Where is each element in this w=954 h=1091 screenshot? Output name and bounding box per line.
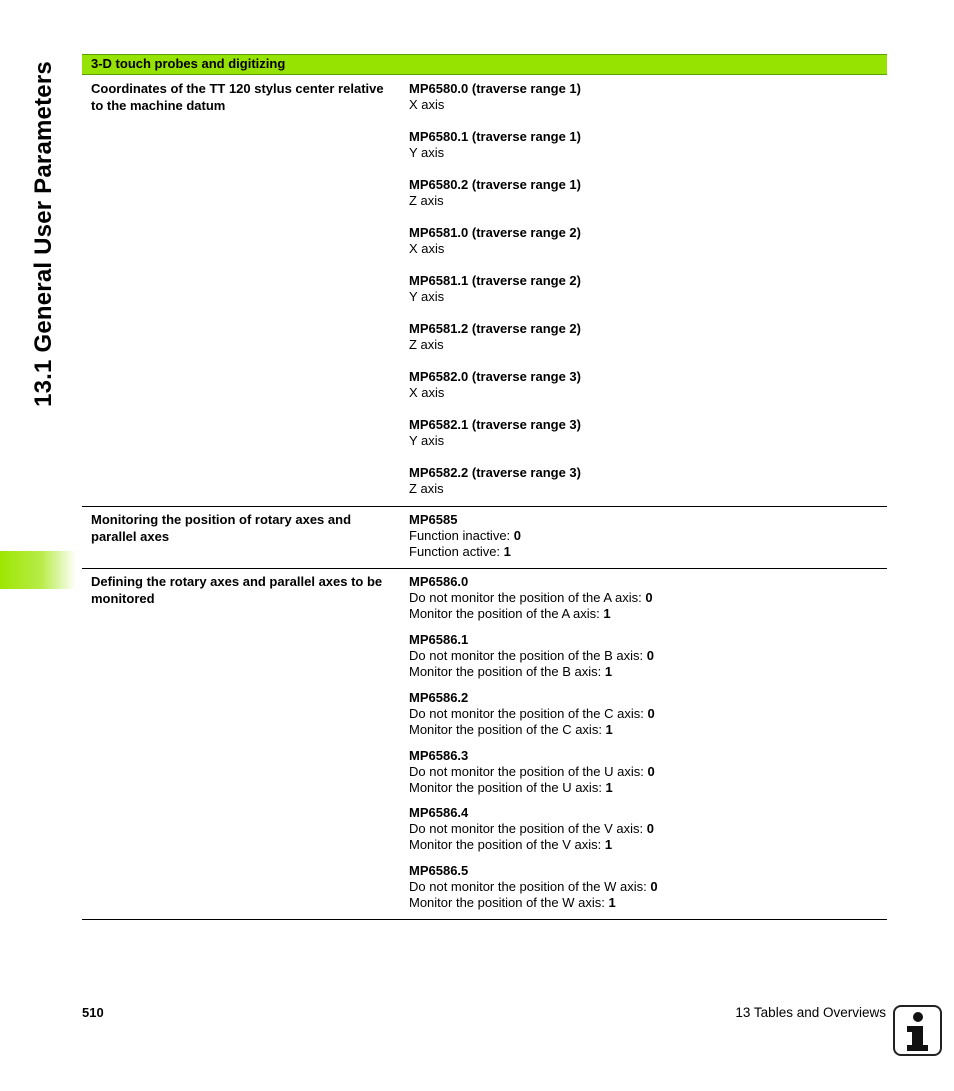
param-code: MP6586.0	[409, 574, 469, 589]
param-entry	[409, 321, 581, 353]
row-divider	[82, 506, 887, 507]
row-divider	[82, 919, 887, 920]
param-entry	[409, 177, 581, 209]
param-code: MP6586.4	[409, 805, 469, 820]
param-code: MP6580.1 (traverse range 1)	[409, 129, 581, 144]
info-glyph	[895, 1007, 940, 1054]
param-line: Function active: 1	[409, 544, 511, 559]
param-code: MP6586.1	[409, 632, 469, 647]
param-entry	[409, 574, 653, 622]
info-icon[interactable]	[893, 1005, 942, 1056]
param-code: MP6580.2 (traverse range 1)	[409, 177, 581, 192]
param-code: MP6585	[409, 512, 458, 527]
param-line: Do not monitor the position of the B axis: 0	[409, 648, 654, 663]
param-entry	[409, 690, 655, 738]
param-code: MP6586.5	[409, 863, 469, 878]
chapter-side-title	[24, 55, 64, 413]
param-entry	[409, 81, 581, 113]
param-desc: Y axis	[409, 289, 445, 304]
param-entry	[409, 225, 581, 257]
param-entry	[409, 632, 654, 680]
param-line: Monitor the position of the B axis: 1	[409, 664, 613, 679]
chapter-tab-marker	[0, 551, 76, 589]
chapter-footer: 13 Tables and Overviews	[735, 1005, 886, 1020]
param-desc: Y axis	[409, 145, 445, 160]
param-entry	[409, 748, 655, 796]
param-code: MP6586.3	[409, 748, 469, 763]
row-label-stylus-center: Coordinates of the TT 120 stylus center relative to the machine datum	[91, 81, 384, 113]
param-code: MP6582.1 (traverse range 3)	[409, 417, 581, 432]
param-line: Monitor the position of the A axis: 1	[409, 606, 611, 621]
param-desc: Z axis	[409, 337, 444, 352]
param-line: Do not monitor the position of the A axis: 0	[409, 590, 653, 605]
param-code: MP6581.0 (traverse range 2)	[409, 225, 581, 240]
param-line: Function inactive: 0	[409, 528, 522, 543]
param-desc: Y axis	[409, 433, 445, 448]
row-divider	[82, 568, 887, 569]
param-desc: Z axis	[409, 481, 444, 496]
param-desc: X axis	[409, 97, 445, 112]
chapter-side-title-text: 13.1 General User Parameters	[30, 61, 57, 407]
param-line: Do not monitor the position of the C axis: 0	[409, 706, 655, 721]
param-entry	[409, 273, 581, 305]
page-number: 510	[82, 1005, 104, 1020]
row-label-defining-axes: Defining the rotary axes and parallel axes to be monitored	[91, 574, 383, 606]
param-code: MP6581.2 (traverse range 2)	[409, 321, 581, 336]
param-code: MP6582.2 (traverse range 3)	[409, 465, 581, 480]
param-line: Monitor the position of the W axis: 1	[409, 895, 616, 910]
row-label-monitoring: Monitoring the position of rotary axes and parallel axes	[91, 512, 352, 544]
param-line: Do not monitor the position of the W axis: 0	[409, 879, 658, 894]
param-entry	[409, 129, 581, 161]
section-header	[82, 54, 887, 75]
section-title: 3-D touch probes and digitizing	[91, 56, 286, 71]
param-desc: X axis	[409, 241, 445, 256]
param-line: Monitor the position of the C axis: 1	[409, 722, 613, 737]
param-entry	[409, 369, 581, 401]
param-code: MP6582.0 (traverse range 3)	[409, 369, 581, 384]
param-line: Monitor the position of the V axis: 1	[409, 837, 613, 852]
param-entry	[409, 417, 581, 449]
param-entry	[409, 863, 658, 911]
param-entry	[409, 512, 521, 560]
param-line: Do not monitor the position of the V axis: 0	[409, 821, 654, 836]
param-line: Do not monitor the position of the U axis: 0	[409, 764, 655, 779]
param-entry	[409, 805, 654, 853]
param-code: MP6581.1 (traverse range 2)	[409, 273, 581, 288]
param-desc: X axis	[409, 385, 445, 400]
param-code: MP6580.0 (traverse range 1)	[409, 81, 581, 96]
param-code: MP6586.2	[409, 690, 469, 705]
param-line: Monitor the position of the U axis: 1	[409, 780, 613, 795]
param-desc: Z axis	[409, 193, 444, 208]
param-entry	[409, 465, 581, 497]
